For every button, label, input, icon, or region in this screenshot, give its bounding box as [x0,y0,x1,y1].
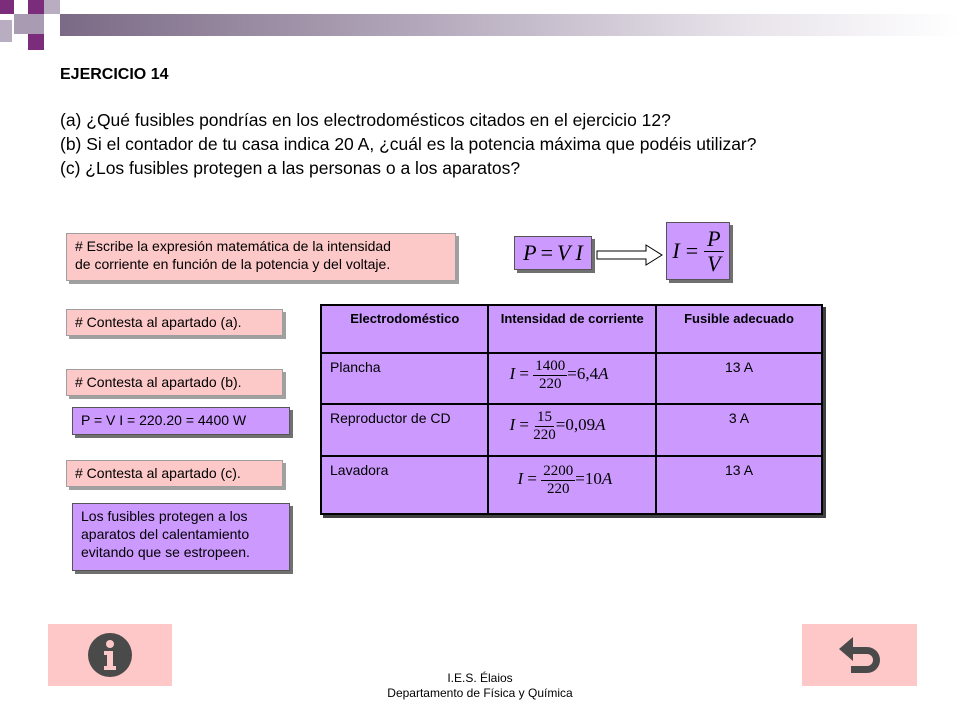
table-header-appliance: Electrodoméstico [321,305,488,353]
answer-c-line2: aparatos del calentamiento [81,526,250,542]
intensity-cell: I = $\frac{15}{220}$ =0,09A [488,404,656,456]
power-formula-equals: = [540,240,553,265]
question-a: (a) ¿Qué fusibles pondrías en los electrodomésticos citados en el ejercicio 12? [60,110,671,130]
intensity-denominator: 220 [538,376,562,392]
table-row [321,404,822,456]
table-header-intensity: Intensidad de corriente [488,305,656,353]
intensity-unit: A [595,415,606,435]
answer-b-box: P = V I = 220.20 = 4400 W [72,407,290,435]
question-c: (c) ¿Los fusibles protegen a las personas o a los aparatos? [60,158,521,178]
intensity-denominator: 220 [546,481,570,497]
fuse-cell: 13 A [656,456,822,514]
fuse-cell: 13 A [656,353,822,404]
intensity-unit: A [598,364,609,384]
appliance-cell: Plancha [321,353,488,404]
table-row [321,353,822,404]
intensity-result: =0,09 [555,415,596,435]
decor-square [44,0,60,14]
answer-c-line3: evitando que se estropeen. [81,544,250,560]
question-b: (b) Si el contador de tu casa indica 20 A, ¿cuál es la potencia máxima que podéis utilizar? [60,134,757,154]
power-formula-box [514,236,592,270]
intensity-formula-equals: = [685,238,699,263]
intensity-result: =10 [575,469,602,489]
hint-answer-b: # Contesta al apartado (b). [66,369,283,396]
arrow-right-icon [596,244,664,266]
footer-department: Departamento de Física y Química [387,686,573,700]
intensity-formula-box [666,222,730,280]
intensity-cell: I = $\frac{2200}{220}$ =10A [488,456,656,514]
hint-answer-c: # Contesta al apartado (c). [66,460,283,487]
intensity-numerator: 15 [536,409,552,425]
intensity-numerator: 1400 [535,358,566,374]
intensity-denominator: 220 [533,427,556,443]
fuses-table [320,304,823,515]
appliance-cell: Lavadora [321,456,488,514]
intensity-formula-lhs: I [672,238,680,263]
back-arrow-icon [837,635,883,675]
decor-square [0,20,12,42]
appliance-cell: Reproductor de CD [321,404,488,456]
decor-square [14,14,44,34]
intensity-unit: A [601,469,613,489]
hint-expression-line1: # Escribe la expresión matemática de la intensidad [75,238,391,254]
table-row [321,456,822,514]
fuse-cell: 3 A [656,404,822,456]
intensity-result: =6,4 [567,364,599,384]
table-header-fuse: Fusible adecuado [656,305,822,353]
intensity-formula-denominator: V [707,250,721,276]
header-gradient-bar [60,14,960,36]
hint-answer-a: # Contesta al apartado (a). [66,309,283,336]
decor-square [28,34,44,50]
answer-c-line1: Los fusibles protegen a los [81,508,248,524]
answer-c-box [72,503,290,571]
intensity-cell: I = $\frac{1400}{220}$ =6,4A [488,353,656,404]
footer-school: I.E.S. Élaios [447,671,513,685]
table-header-row [321,305,822,353]
power-formula-rhs: V I [557,240,583,265]
hint-expression-box [66,233,456,281]
intensity-numerator: 2200 [543,463,574,479]
hint-expression-line2: de corriente en función de la potencia y del voltaje. [75,256,391,272]
decor-square [0,0,14,14]
intensity-formula-numerator: P [704,227,723,252]
exercise-title: EJERCICIO 14 [60,66,169,83]
power-formula-lhs: P [523,240,537,265]
